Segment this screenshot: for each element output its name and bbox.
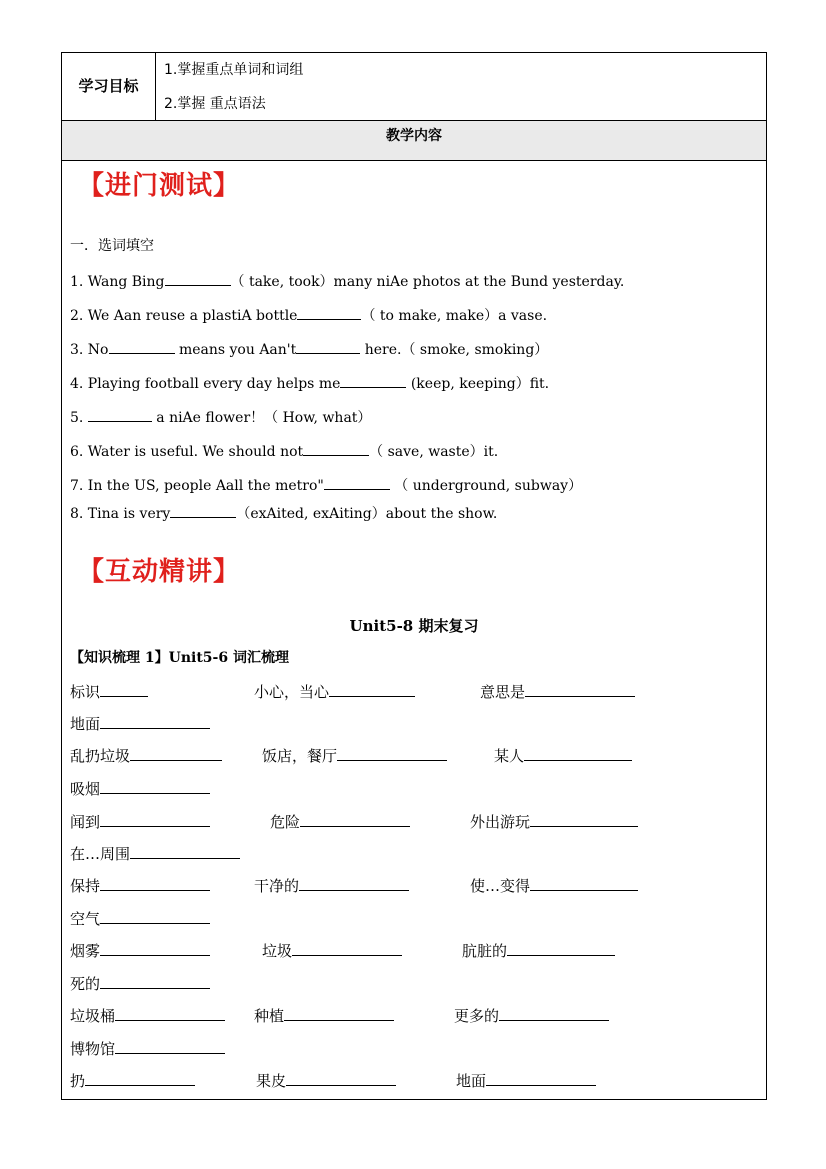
worksheet-frame — [61, 52, 767, 1100]
answer-blank[interactable] — [530, 877, 638, 891]
answer-blank[interactable] — [300, 813, 410, 827]
vocab-item — [70, 843, 240, 864]
vocab-item — [480, 681, 635, 702]
answer-blank[interactable] — [100, 813, 210, 827]
answer-blank[interactable] — [100, 877, 210, 891]
vocab-item — [262, 940, 402, 961]
answer-blank[interactable] — [88, 408, 152, 422]
question-1: 1. Wang Bing （ take, took）many niAe photos at the Bund yesterday. — [70, 274, 625, 290]
vocab-term: 闻到 — [70, 813, 101, 831]
vocab-item — [70, 973, 210, 994]
vocab-term: 标识 — [70, 683, 101, 701]
vocab-term: 意思是 — [480, 683, 526, 701]
answer-blank[interactable] — [329, 683, 415, 697]
answer-blank[interactable] — [337, 747, 447, 761]
vocab-term: 饭店，餐厅 — [262, 747, 338, 765]
answer-blank[interactable] — [486, 1072, 596, 1086]
unit-review-title: Unit5-8 期末复习 — [349, 617, 479, 635]
teaching-content-header: 教学内容 — [62, 121, 766, 161]
entry-test-title: 【进门测试】 — [78, 171, 241, 201]
vocab-term: 更多的 — [454, 1007, 500, 1025]
question-7: 7. In the US, people Aall the metro" （ underground, subway） — [70, 478, 583, 494]
vocab-term: 空气 — [70, 910, 101, 928]
question-2: 2. We Aan reuse a plastiA bottle （ to make, make）a vase. — [70, 308, 548, 324]
vocab-term: 地面 — [70, 715, 101, 733]
vocab-term: 危险 — [270, 813, 301, 831]
question-6: 6. Water is useful. We should not （ save, waste）it. — [70, 444, 499, 460]
answer-blank[interactable] — [324, 476, 390, 490]
vocab-term: 死的 — [70, 975, 101, 993]
vocab-item — [70, 908, 210, 929]
goal-item: 2.掌握 重点语法 — [164, 96, 266, 112]
vocab-item — [70, 713, 210, 734]
knowledge-outline-title: 【知识梳理 1】Unit5-6 词汇梳理 — [70, 650, 289, 666]
vocab-item — [70, 1038, 225, 1059]
question-8: 8. Tina is very （exAited, exAiting）about the show. — [70, 506, 498, 522]
answer-blank[interactable] — [170, 504, 236, 518]
vocab-term: 垃圾桶 — [70, 1007, 116, 1025]
vocab-item — [470, 875, 638, 896]
vocab-term: 干净的 — [254, 877, 300, 895]
answer-blank[interactable] — [100, 683, 148, 697]
vocab-term: 外出游玩 — [470, 813, 531, 831]
vocab-item — [70, 1005, 225, 1026]
vocab-item — [256, 1070, 396, 1091]
answer-blank[interactable] — [297, 306, 361, 320]
vocab-term: 乱扔垃圾 — [70, 747, 131, 765]
vocab-term: 垃圾 — [262, 942, 293, 960]
vocab-item — [270, 811, 410, 832]
answer-blank[interactable] — [292, 942, 402, 956]
vocab-item — [494, 745, 632, 766]
answer-blank[interactable] — [115, 1007, 225, 1021]
answer-blank[interactable] — [109, 340, 175, 354]
vocab-term: 扔 — [70, 1072, 86, 1090]
answer-blank[interactable] — [165, 272, 231, 286]
vocab-term: 使…变得 — [470, 877, 531, 895]
answer-blank[interactable] — [100, 975, 210, 989]
answer-blank[interactable] — [507, 942, 615, 956]
vocab-term: 肮脏的 — [462, 942, 508, 960]
vocab-item — [262, 745, 447, 766]
vocab-item — [70, 940, 210, 961]
answer-blank[interactable] — [525, 683, 635, 697]
answer-blank[interactable] — [299, 877, 409, 891]
question-5: 5. a niAe flower！（ How, what） — [70, 410, 372, 426]
vocab-term: 地面 — [456, 1072, 487, 1090]
vocab-item — [254, 681, 415, 702]
vocab-item — [70, 745, 222, 766]
answer-blank[interactable] — [100, 780, 210, 794]
answer-blank[interactable] — [130, 845, 240, 859]
vocab-item — [70, 875, 210, 896]
answer-blank[interactable] — [296, 340, 360, 354]
vocab-term: 小心，当心 — [254, 683, 330, 701]
learning-goals-row — [62, 53, 766, 121]
answer-blank[interactable] — [100, 910, 210, 924]
vocab-item — [470, 811, 638, 832]
vocab-term: 烟雾 — [70, 942, 101, 960]
answer-blank[interactable] — [100, 715, 210, 729]
question-3: 3. No means you Aan't here.（ smoke, smoking） — [70, 342, 549, 358]
vocab-term: 吸烟 — [70, 780, 101, 798]
vocab-item — [70, 811, 210, 832]
answer-blank[interactable] — [286, 1072, 396, 1086]
vocab-item — [254, 1005, 394, 1026]
vocab-item — [454, 1005, 609, 1026]
vocab-item — [70, 778, 210, 799]
vocab-item — [462, 940, 615, 961]
vocab-term: 种植 — [254, 1007, 285, 1025]
vocab-item — [70, 681, 148, 702]
answer-blank[interactable] — [303, 442, 369, 456]
learning-goals-label: 学习目标 — [62, 53, 156, 120]
answer-blank[interactable] — [100, 942, 210, 956]
vocab-term: 果皮 — [256, 1072, 287, 1090]
answer-blank[interactable] — [530, 813, 638, 827]
vocab-term: 某人 — [494, 747, 525, 765]
vocab-term: 博物馆 — [70, 1040, 116, 1058]
answer-blank[interactable] — [284, 1007, 394, 1021]
vocab-item — [254, 875, 409, 896]
answer-blank[interactable] — [85, 1072, 195, 1086]
goal-item: 1.掌握重点单词和词组 — [164, 62, 304, 78]
vocab-item — [456, 1070, 596, 1091]
answer-blank[interactable] — [340, 374, 406, 388]
answer-blank[interactable] — [115, 1040, 225, 1054]
answer-blank[interactable] — [524, 747, 632, 761]
vocab-term: 保持 — [70, 877, 101, 895]
answer-blank[interactable] — [499, 1007, 609, 1021]
vocab-item — [70, 1070, 195, 1091]
question-4: 4. Playing football every day helps me (keep, keeping）fit. — [70, 376, 550, 392]
interactive-lecture-title: 【互动精讲】 — [78, 557, 241, 587]
fill-blank-heading: 一．选词填空 — [70, 238, 154, 254]
answer-blank[interactable] — [130, 747, 222, 761]
vocab-term: 在…周围 — [70, 845, 131, 863]
